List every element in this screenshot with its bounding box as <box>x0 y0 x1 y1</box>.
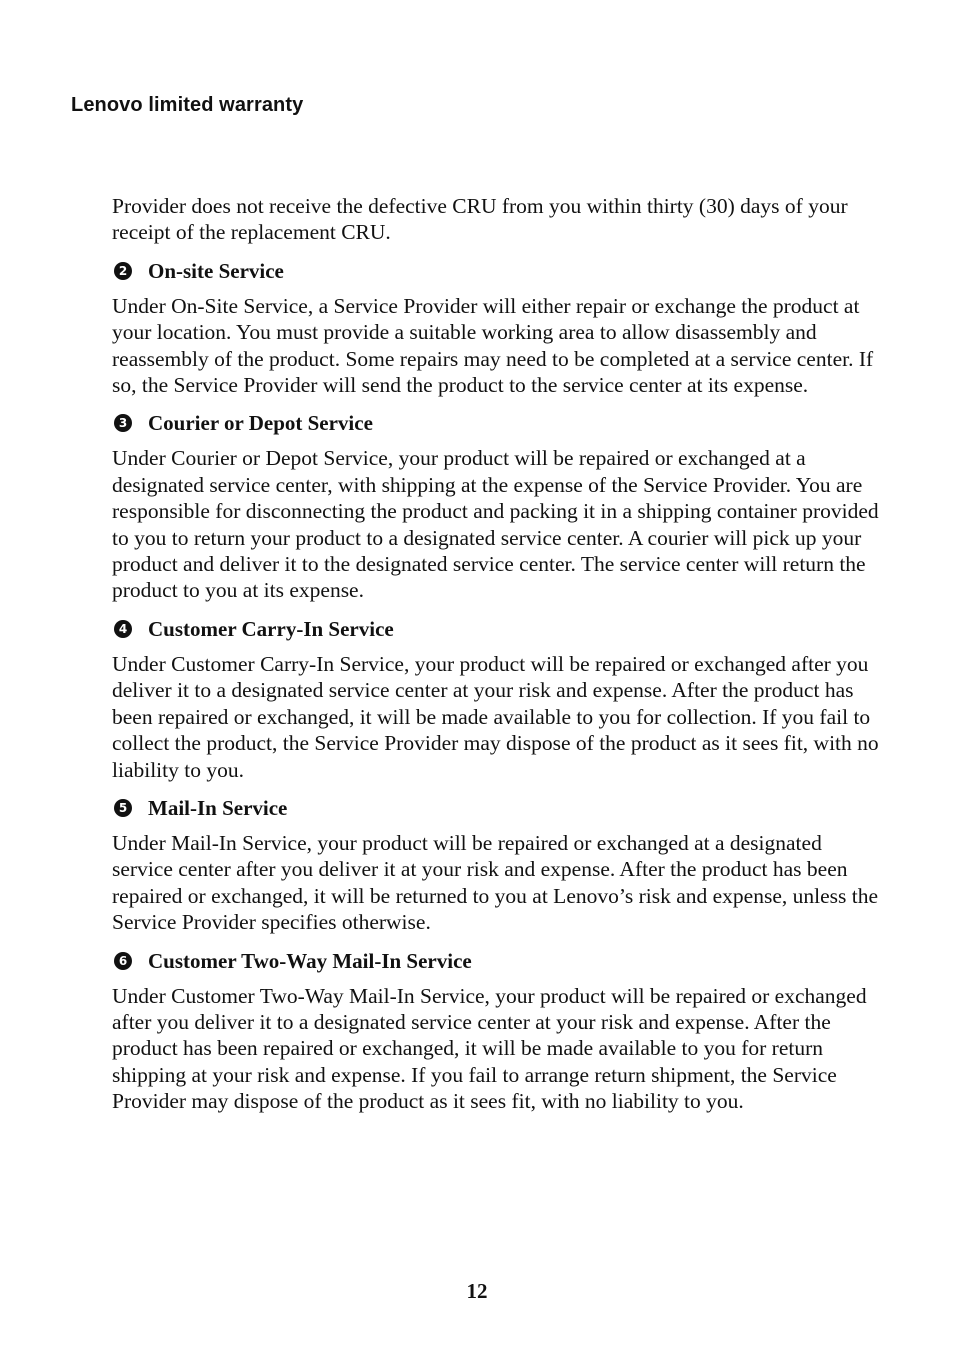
section-mail-in-service <box>112 795 882 936</box>
section-customer-two-way-mail-in-service <box>112 948 882 1115</box>
section-courier-depot-service <box>112 410 882 603</box>
section-heading <box>112 258 882 284</box>
section-title: Customer Two-Way Mail-In Service <box>148 948 472 973</box>
section-title: Courier or Depot Service <box>148 411 373 436</box>
section-customer-carry-in-service <box>112 616 882 783</box>
section-heading <box>112 948 882 974</box>
section-body: Under Customer Carry-In Service, your product will be repaired or exchanged after you deliver it to a designated service center at your risk and expense. After the product has been repaired or exchanged, it will be made available to you for collection. If you fail to collect the product, the Service Provider may dispose of the product as it sees fit, with no liability to you. <box>112 651 879 782</box>
running-header: Lenovo limited warranty <box>71 94 304 116</box>
section-on-site-service <box>112 258 882 399</box>
section-body: Under Customer Two-Way Mail-In Service, your product will be repaired or exchanged after you deliver it to a designated service center at your risk and expense. After the product has been repaired or exchanged, it will be made available to you for return shipping at your risk and expense. If you fail to arrange return shipment, the Service Provider may dispose of the product as it sees fit, with no liability to you. <box>112 983 867 1114</box>
number-badge: 4 <box>114 620 132 638</box>
number-badge: 5 <box>114 799 132 817</box>
section-heading <box>112 616 882 642</box>
section-body: Under Courier or Depot Service, your product will be repaired or exchanged at a designated service center, with shipping at the expense of the Service Provider. You are responsible for disconnecting the product and packing it in a shipping container provided to you to return your product to a designated service center. A courier will pick up your product and deliver it to the designated service center. The service center will return the product to you at its expense. <box>112 446 879 603</box>
section-title: Mail-In Service <box>148 795 288 820</box>
section-title: On-site Service <box>148 258 284 283</box>
page-number: 12 <box>466 1279 488 1303</box>
number-badge: 6 <box>114 952 132 970</box>
section-heading <box>112 795 882 821</box>
section-heading <box>112 410 882 436</box>
section-title: Customer Carry-In Service <box>148 616 394 641</box>
document-body <box>112 193 882 1115</box>
intro-paragraph: Provider does not receive the defective CRU from you within thirty (30) days of your receipt of the replacement CRU. <box>112 194 848 245</box>
number-badge: 2 <box>114 262 132 280</box>
number-badge: 3 <box>114 414 132 432</box>
section-body: Under Mail-In Service, your product will be repaired or exchanged at a designated service center after you deliver it at your risk and expense. After the product has been repaired or exchanged, it will be returned to you at Lenovo’s risk and expense, unless the Service Provider specifies otherwise. <box>112 830 879 935</box>
section-body: Under On-Site Service, a Service Provider will either repair or exchange the product at your location. You must provide a suitable working area to allow disassembly and reassembly of the product. Some repairs may need to be completed at a service center. If so, the Service Provider will send the product to the service center at its expense. <box>112 293 874 398</box>
